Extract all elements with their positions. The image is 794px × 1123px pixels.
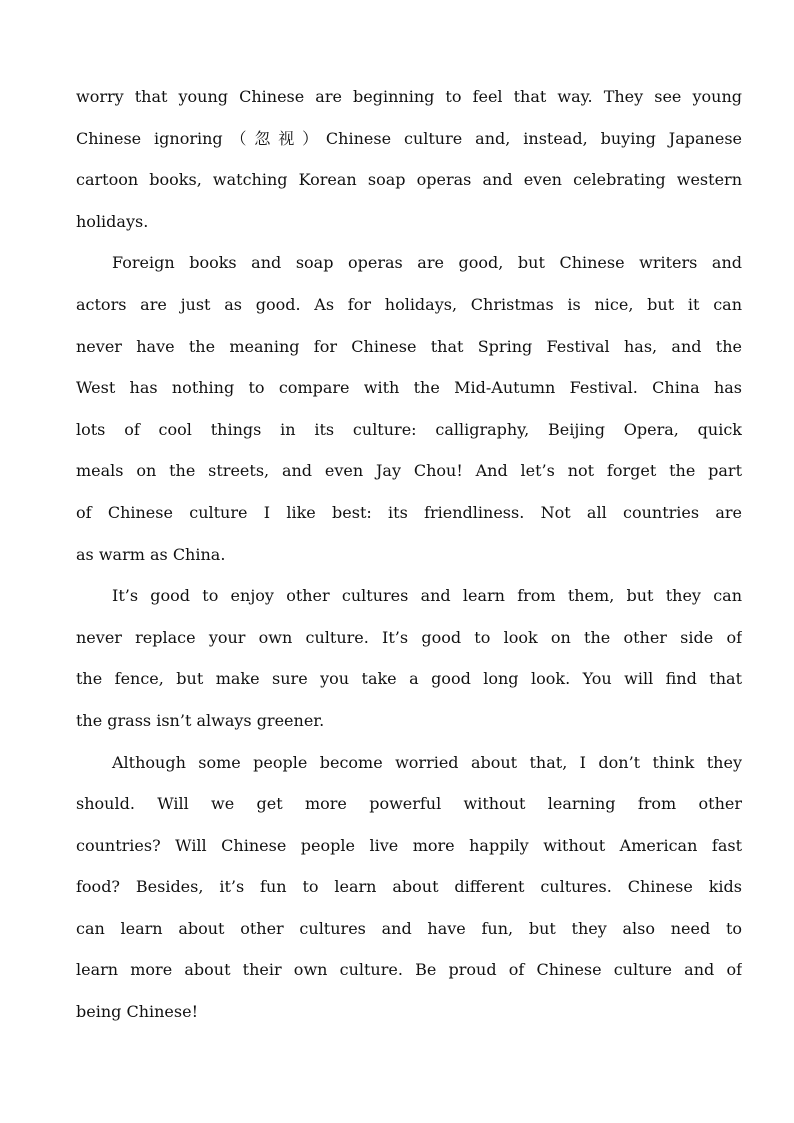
- text-line: learn more about their own culture. Be proud of Chinese culture and of: [76, 960, 742, 980]
- text-line: actors are just as good. As for holidays, Christmas is nice, but it can: [76, 294, 742, 314]
- text-line: being Chinese!: [76, 1002, 199, 1022]
- text-line: the grass isn’t always greener.: [76, 710, 325, 730]
- text-line: food? Besides, it’s fun to learn about different cultures. Chinese kids: [76, 877, 742, 897]
- text-line: Foreign books and soap operas are good, but Chinese writers and: [112, 253, 742, 273]
- article-body: [76, 76, 742, 1033]
- text-line: as warm as China.: [76, 544, 226, 564]
- text-line: the fence, but make sure you take a good long look. You will find that: [76, 669, 742, 689]
- text-line: countries? Will Chinese people live more happily without American fast: [76, 835, 742, 855]
- text-line: of Chinese culture I like best: its friendliness. Not all countries are: [76, 502, 742, 522]
- text-line: Chinese ignoring（忽视）Chinese culture and, instead, buying Japanese: [76, 128, 742, 148]
- text-line: never have the meaning for Chinese that Spring Festival has, and the: [76, 336, 742, 356]
- paragraph: [76, 242, 742, 575]
- text-line: West has nothing to compare with the Mid-Autumn Festival. China has: [76, 378, 742, 398]
- text-line: should. Will we get more powerful without learning from other: [76, 794, 742, 814]
- paragraph: [76, 742, 742, 1033]
- text-line: worry that young Chinese are beginning to feel that way. They see young: [76, 87, 742, 106]
- text-line: lots of cool things in its culture: calligraphy, Beijing Opera, quick: [76, 419, 742, 439]
- text-line: can learn about other cultures and have fun, but they also need to: [76, 918, 742, 938]
- text-line: never replace your own culture. It’s good to look on the other side of: [76, 627, 742, 647]
- paragraph: [76, 575, 742, 741]
- text-line: It’s good to enjoy other cultures and learn from them, but they can: [112, 586, 742, 606]
- text-line: holidays.: [76, 211, 149, 231]
- text-line: meals on the streets, and even Jay Chou! And let’s not forget the part: [76, 461, 742, 481]
- text-line: cartoon books, watching Korean soap operas and even celebrating western: [76, 170, 742, 190]
- paragraph: [76, 76, 742, 242]
- text-line: Although some people become worried about that, I don’t think they: [112, 752, 742, 772]
